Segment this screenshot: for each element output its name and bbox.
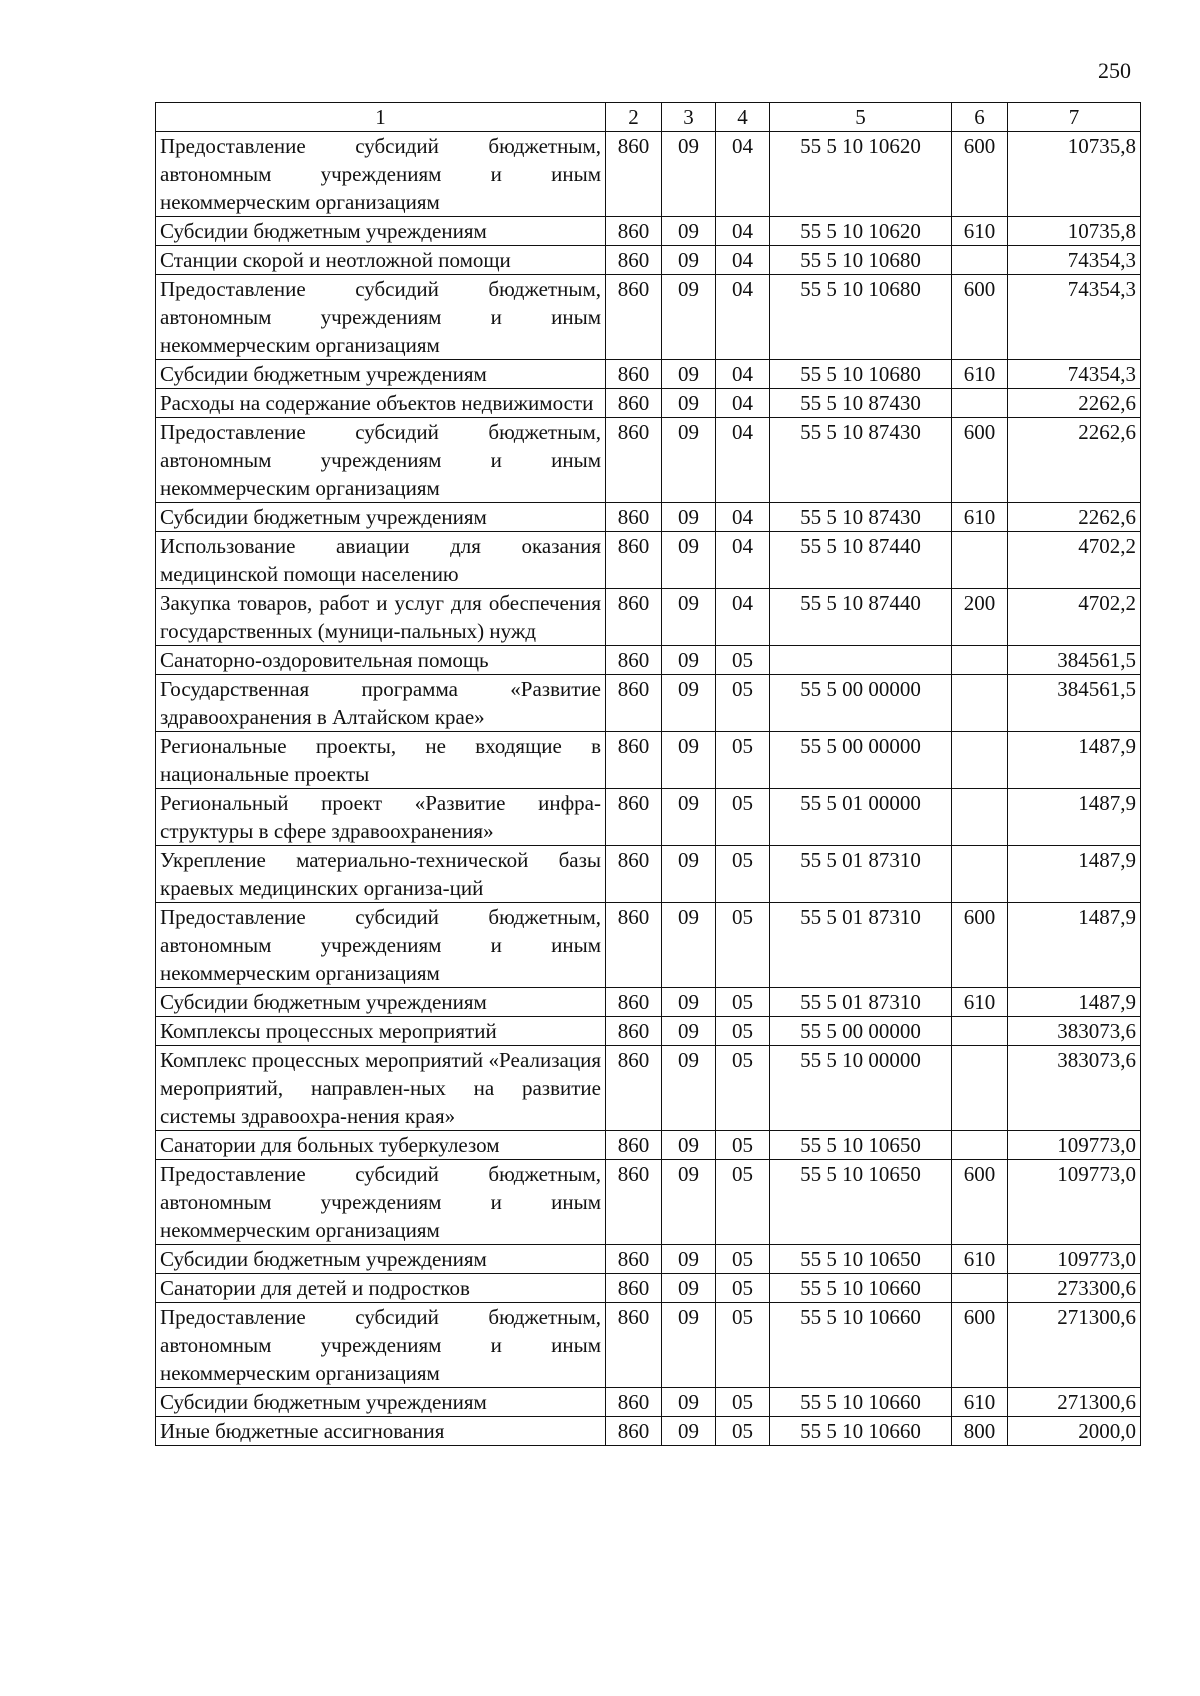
- expense-name-cell: Государственная программа «Развитие здравоохранения в Алтайском крае»: [156, 675, 606, 732]
- expense-type-cell: [952, 246, 1008, 275]
- subsection-cell: 04: [716, 532, 770, 589]
- ministry-code-cell: 860: [606, 903, 662, 988]
- page-number: 250: [1098, 58, 1131, 83]
- target-article-cell: 55 5 10 87440: [770, 589, 952, 646]
- table-row: [156, 275, 1141, 360]
- section-cell: 09: [662, 217, 716, 246]
- subsection-cell: 04: [716, 132, 770, 217]
- amount-cell: 74354,3: [1008, 360, 1141, 389]
- section-cell: 09: [662, 275, 716, 360]
- expense-type-cell: 600: [952, 903, 1008, 988]
- table-row: [156, 1017, 1141, 1046]
- subsection-cell: 05: [716, 903, 770, 988]
- ministry-code-cell: 860: [606, 1245, 662, 1274]
- amount-cell: 384561,5: [1008, 675, 1141, 732]
- amount-cell: 1487,9: [1008, 732, 1141, 789]
- section-cell: 09: [662, 675, 716, 732]
- expense-name-cell: Закупка товаров, работ и услуг для обеспечения государственных (муници-пальных) нужд: [156, 589, 606, 646]
- expense-type-cell: [952, 1046, 1008, 1131]
- target-article-cell: 55 5 10 10650: [770, 1131, 952, 1160]
- amount-cell: 2000,0: [1008, 1417, 1141, 1446]
- section-cell: 09: [662, 1303, 716, 1388]
- ministry-code-cell: 860: [606, 675, 662, 732]
- ministry-code-cell: 860: [606, 846, 662, 903]
- amount-cell: 4702,2: [1008, 589, 1141, 646]
- subsection-cell: 04: [716, 360, 770, 389]
- table-row: [156, 532, 1141, 589]
- subsection-cell: 05: [716, 1303, 770, 1388]
- subsection-cell: 05: [716, 988, 770, 1017]
- expense-type-cell: [952, 389, 1008, 418]
- section-cell: 09: [662, 1274, 716, 1303]
- table-row: [156, 132, 1141, 217]
- subsection-cell: 04: [716, 589, 770, 646]
- subsection-cell: 05: [716, 646, 770, 675]
- ministry-code-cell: 860: [606, 246, 662, 275]
- subsection-cell: 05: [716, 1245, 770, 1274]
- amount-cell: 109773,0: [1008, 1131, 1141, 1160]
- ministry-code-cell: 860: [606, 503, 662, 532]
- amount-cell: 383073,6: [1008, 1017, 1141, 1046]
- ministry-code-cell: 860: [606, 1417, 662, 1446]
- expense-type-cell: [952, 1274, 1008, 1303]
- expense-name-cell: Региональный проект «Развитие инфра-структуры в сфере здравоохранения»: [156, 789, 606, 846]
- subsection-cell: 05: [716, 846, 770, 903]
- amount-cell: 2262,6: [1008, 418, 1141, 503]
- section-cell: 09: [662, 846, 716, 903]
- ministry-code-cell: 860: [606, 132, 662, 217]
- target-article-cell: 55 5 10 87430: [770, 503, 952, 532]
- amount-cell: 1487,9: [1008, 903, 1141, 988]
- subsection-cell: 05: [716, 1388, 770, 1417]
- header-row: [156, 103, 1141, 132]
- column-header: 2: [606, 103, 662, 132]
- subsection-cell: 05: [716, 1160, 770, 1245]
- table-row: [156, 1417, 1141, 1446]
- ministry-code-cell: 860: [606, 418, 662, 503]
- subsection-cell: 04: [716, 418, 770, 503]
- section-cell: 09: [662, 1160, 716, 1245]
- expense-type-cell: 600: [952, 275, 1008, 360]
- section-cell: 09: [662, 903, 716, 988]
- subsection-cell: 05: [716, 732, 770, 789]
- subsection-cell: 04: [716, 275, 770, 360]
- ministry-code-cell: 860: [606, 275, 662, 360]
- expense-name-cell: Субсидии бюджетным учреждениям: [156, 217, 606, 246]
- amount-cell: 273300,6: [1008, 1274, 1141, 1303]
- expense-name-cell: Санатории для детей и подростков: [156, 1274, 606, 1303]
- section-cell: 09: [662, 503, 716, 532]
- section-cell: 09: [662, 1245, 716, 1274]
- expense-name-cell: Укрепление материально-технической базы краевых медицинских организа-ций: [156, 846, 606, 903]
- section-cell: 09: [662, 1046, 716, 1131]
- ministry-code-cell: 860: [606, 789, 662, 846]
- table-row: [156, 903, 1141, 988]
- amount-cell: 384561,5: [1008, 646, 1141, 675]
- column-header: 5: [770, 103, 952, 132]
- amount-cell: 10735,8: [1008, 132, 1141, 217]
- expense-type-cell: [952, 1017, 1008, 1046]
- section-cell: 09: [662, 789, 716, 846]
- table-row: [156, 246, 1141, 275]
- expense-name-cell: Комплекс процессных мероприятий «Реализация мероприятий, направлен-ных на развитие системы здравоохра-нения края»: [156, 1046, 606, 1131]
- subsection-cell: 04: [716, 246, 770, 275]
- column-header: 6: [952, 103, 1008, 132]
- table-body: [156, 132, 1141, 1446]
- subsection-cell: 05: [716, 1046, 770, 1131]
- expense-type-cell: 600: [952, 132, 1008, 217]
- subsection-cell: 05: [716, 789, 770, 846]
- amount-cell: 74354,3: [1008, 275, 1141, 360]
- amount-cell: 2262,6: [1008, 503, 1141, 532]
- ministry-code-cell: 860: [606, 732, 662, 789]
- target-article-cell: 55 5 10 10620: [770, 217, 952, 246]
- ministry-code-cell: 860: [606, 389, 662, 418]
- expense-type-cell: 610: [952, 360, 1008, 389]
- subsection-cell: 04: [716, 503, 770, 532]
- target-article-cell: 55 5 10 10680: [770, 360, 952, 389]
- table-row: [156, 1131, 1141, 1160]
- section-cell: 09: [662, 1017, 716, 1046]
- expense-type-cell: [952, 789, 1008, 846]
- expense-name-cell: Субсидии бюджетным учреждениям: [156, 503, 606, 532]
- expense-name-cell: Использование авиации для оказания медицинской помощи населению: [156, 532, 606, 589]
- expense-name-cell: Субсидии бюджетным учреждениям: [156, 988, 606, 1017]
- section-cell: 09: [662, 532, 716, 589]
- expense-type-cell: 610: [952, 1245, 1008, 1274]
- section-cell: 09: [662, 389, 716, 418]
- expense-name-cell: Санатории для больных туберкулезом: [156, 1131, 606, 1160]
- expense-type-cell: [952, 532, 1008, 589]
- column-header: 3: [662, 103, 716, 132]
- expense-name-cell: Субсидии бюджетным учреждениям: [156, 1388, 606, 1417]
- section-cell: 09: [662, 646, 716, 675]
- expense-name-cell: Предоставление субсидий бюджетным, автономным учреждениям и иным некоммерческим организациям: [156, 1303, 606, 1388]
- amount-cell: 271300,6: [1008, 1388, 1141, 1417]
- amount-cell: 271300,6: [1008, 1303, 1141, 1388]
- ministry-code-cell: 860: [606, 1017, 662, 1046]
- ministry-code-cell: 860: [606, 1303, 662, 1388]
- table-row: [156, 732, 1141, 789]
- expense-type-cell: [952, 846, 1008, 903]
- ministry-code-cell: 860: [606, 646, 662, 675]
- section-cell: 09: [662, 246, 716, 275]
- section-cell: 09: [662, 360, 716, 389]
- ministry-code-cell: 860: [606, 1131, 662, 1160]
- target-article-cell: 55 5 01 87310: [770, 903, 952, 988]
- subsection-cell: 05: [716, 1274, 770, 1303]
- amount-cell: 2262,6: [1008, 389, 1141, 418]
- section-cell: 09: [662, 988, 716, 1017]
- subsection-cell: 04: [716, 389, 770, 418]
- amount-cell: 4702,2: [1008, 532, 1141, 589]
- expense-name-cell: Комплексы процессных мероприятий: [156, 1017, 606, 1046]
- amount-cell: 1487,9: [1008, 789, 1141, 846]
- table-row: [156, 675, 1141, 732]
- table-row: [156, 1388, 1141, 1417]
- ministry-code-cell: 860: [606, 1160, 662, 1245]
- subsection-cell: 05: [716, 1417, 770, 1446]
- target-article-cell: 55 5 10 87440: [770, 532, 952, 589]
- expense-type-cell: 600: [952, 1160, 1008, 1245]
- amount-cell: 109773,0: [1008, 1160, 1141, 1245]
- expense-name-cell: Предоставление субсидий бюджетным, автономным учреждениям и иным некоммерческим организациям: [156, 903, 606, 988]
- section-cell: 09: [662, 132, 716, 217]
- subsection-cell: 04: [716, 217, 770, 246]
- target-article-cell: 55 5 10 00000: [770, 1046, 952, 1131]
- expense-name-cell: Предоставление субсидий бюджетным, автономным учреждениям и иным некоммерческим организациям: [156, 1160, 606, 1245]
- expense-name-cell: Субсидии бюджетным учреждениям: [156, 360, 606, 389]
- expense-type-cell: [952, 1131, 1008, 1160]
- table-row: [156, 1160, 1141, 1245]
- expense-type-cell: 610: [952, 217, 1008, 246]
- target-article-cell: 55 5 10 10660: [770, 1274, 952, 1303]
- section-cell: 09: [662, 589, 716, 646]
- ministry-code-cell: 860: [606, 360, 662, 389]
- expense-name-cell: Расходы на содержание объектов недвижимости: [156, 389, 606, 418]
- budget-table: [155, 102, 1141, 1446]
- ministry-code-cell: 860: [606, 1046, 662, 1131]
- target-article-cell: 55 5 01 00000: [770, 789, 952, 846]
- target-article-cell: 55 5 10 87430: [770, 418, 952, 503]
- target-article-cell: 55 5 10 10680: [770, 275, 952, 360]
- amount-cell: 10735,8: [1008, 217, 1141, 246]
- subsection-cell: 05: [716, 675, 770, 732]
- ministry-code-cell: 860: [606, 1388, 662, 1417]
- column-header: 7: [1008, 103, 1141, 132]
- table-row: [156, 389, 1141, 418]
- ministry-code-cell: 860: [606, 217, 662, 246]
- target-article-cell: 55 5 10 10660: [770, 1388, 952, 1417]
- target-article-cell: 55 5 10 10660: [770, 1303, 952, 1388]
- target-article-cell: 55 5 01 87310: [770, 988, 952, 1017]
- section-cell: 09: [662, 1417, 716, 1446]
- expense-type-cell: 200: [952, 589, 1008, 646]
- table-row: [156, 846, 1141, 903]
- table-row: [156, 646, 1141, 675]
- target-article-cell: 55 5 10 10650: [770, 1245, 952, 1274]
- expense-type-cell: 610: [952, 1388, 1008, 1417]
- expense-name-cell: Предоставление субсидий бюджетным, автономным учреждениям и иным некоммерческим организациям: [156, 418, 606, 503]
- amount-cell: 74354,3: [1008, 246, 1141, 275]
- amount-cell: 1487,9: [1008, 988, 1141, 1017]
- ministry-code-cell: 860: [606, 1274, 662, 1303]
- table-row: [156, 988, 1141, 1017]
- ministry-code-cell: 860: [606, 988, 662, 1017]
- amount-cell: 383073,6: [1008, 1046, 1141, 1131]
- target-article-cell: [770, 646, 952, 675]
- target-article-cell: 55 5 10 10620: [770, 132, 952, 217]
- expense-name-cell: Субсидии бюджетным учреждениям: [156, 1245, 606, 1274]
- table-row: [156, 1274, 1141, 1303]
- expense-type-cell: 600: [952, 1303, 1008, 1388]
- table-row: [156, 1245, 1141, 1274]
- expense-type-cell: 610: [952, 988, 1008, 1017]
- table-row: [156, 217, 1141, 246]
- expense-type-cell: 800: [952, 1417, 1008, 1446]
- expense-name-cell: Предоставление субсидий бюджетным, автономным учреждениям и иным некоммерческим организациям: [156, 275, 606, 360]
- ministry-code-cell: 860: [606, 589, 662, 646]
- table-row: [156, 789, 1141, 846]
- target-article-cell: 55 5 10 10680: [770, 246, 952, 275]
- target-article-cell: 55 5 00 00000: [770, 1017, 952, 1046]
- section-cell: 09: [662, 732, 716, 789]
- target-article-cell: 55 5 01 87310: [770, 846, 952, 903]
- expense-type-cell: 610: [952, 503, 1008, 532]
- column-header: 1: [156, 103, 606, 132]
- table-row: [156, 360, 1141, 389]
- section-cell: 09: [662, 418, 716, 503]
- table-row: [156, 503, 1141, 532]
- expense-name-cell: Иные бюджетные ассигнования: [156, 1417, 606, 1446]
- expense-name-cell: Станции скорой и неотложной помощи: [156, 246, 606, 275]
- expense-type-cell: [952, 675, 1008, 732]
- expense-name-cell: Региональные проекты, не входящие в национальные проекты: [156, 732, 606, 789]
- amount-cell: 1487,9: [1008, 846, 1141, 903]
- ministry-code-cell: 860: [606, 532, 662, 589]
- expense-type-cell: 600: [952, 418, 1008, 503]
- table-row: [156, 1303, 1141, 1388]
- expense-type-cell: [952, 646, 1008, 675]
- target-article-cell: 55 5 10 10660: [770, 1417, 952, 1446]
- table-row: [156, 1046, 1141, 1131]
- table-row: [156, 418, 1141, 503]
- amount-cell: 109773,0: [1008, 1245, 1141, 1274]
- target-article-cell: 55 5 10 87430: [770, 389, 952, 418]
- target-article-cell: 55 5 00 00000: [770, 732, 952, 789]
- table-row: [156, 589, 1141, 646]
- expense-type-cell: [952, 732, 1008, 789]
- target-article-cell: 55 5 10 10650: [770, 1160, 952, 1245]
- expense-name-cell: Санаторно-оздоровительная помощь: [156, 646, 606, 675]
- target-article-cell: 55 5 00 00000: [770, 675, 952, 732]
- expense-name-cell: Предоставление субсидий бюджетным, автономным учреждениям и иным некоммерческим организациям: [156, 132, 606, 217]
- section-cell: 09: [662, 1131, 716, 1160]
- section-cell: 09: [662, 1388, 716, 1417]
- subsection-cell: 05: [716, 1017, 770, 1046]
- column-header: 4: [716, 103, 770, 132]
- subsection-cell: 05: [716, 1131, 770, 1160]
